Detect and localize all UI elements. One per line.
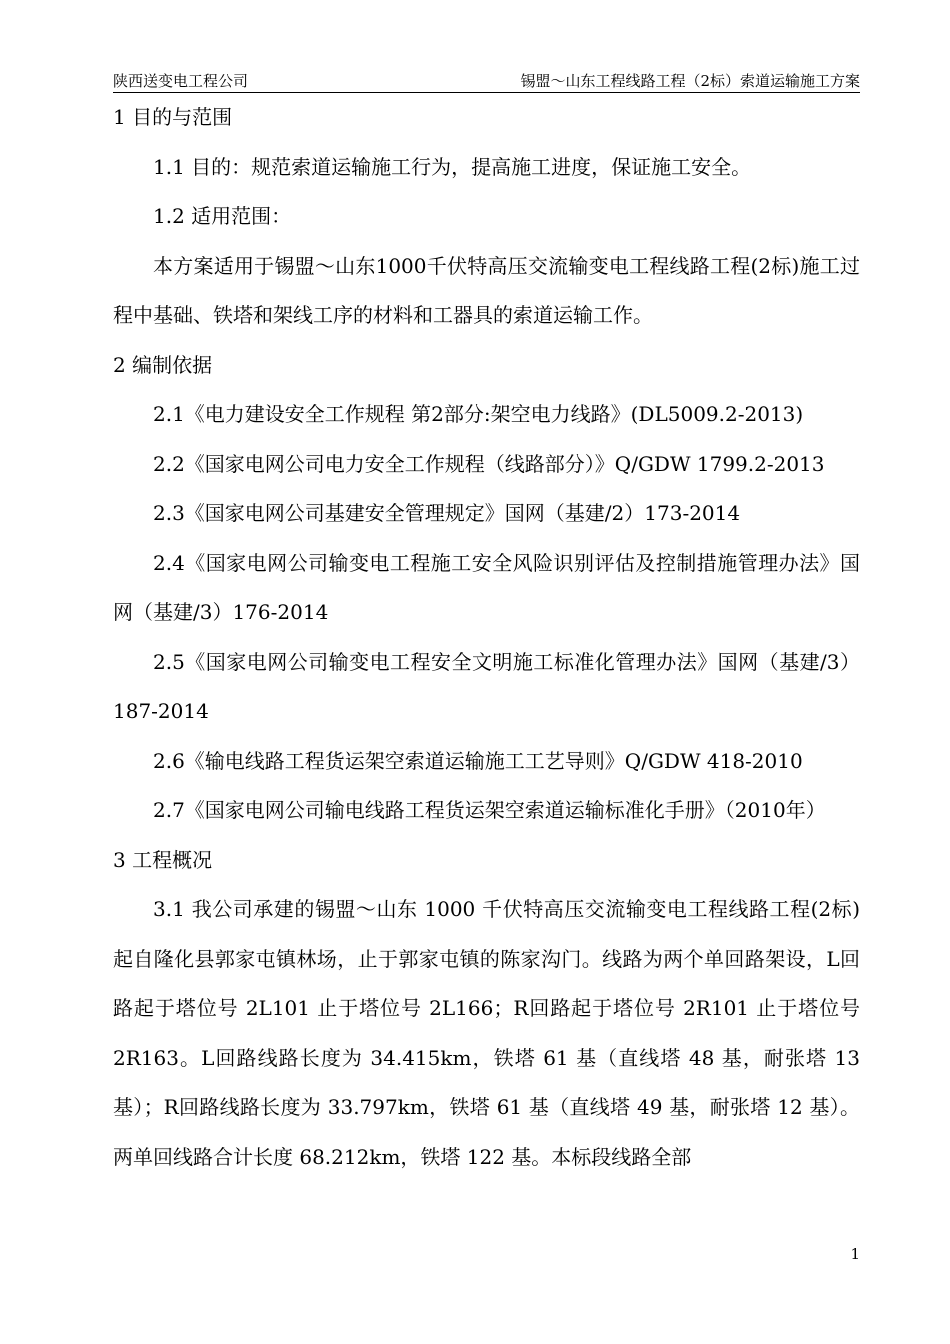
page-number: 1 (850, 1245, 860, 1263)
reference-2-6: 2.6《输电线路工程货运架空索道运输施工工艺导则》Q/GDW 418-2010 (153, 748, 803, 773)
section-1-heading: 1 目的与范围 (113, 105, 233, 129)
document-body (113, 93, 860, 1182)
page-header (113, 70, 860, 93)
paragraph-3-1: 3.1 我公司承建的锡盟～山东 1000 千伏特高压交流输变电工程线路工程(2标)起自隆化县郭家屯镇林场，止于郭家屯镇的陈家沟门。线路为两个单回路架设，L回路起于塔位号 2L101 止于塔位号 2L166；R回路起于塔位号 2R101 止于塔位号 2R163。L回路线路长度为 34.415km，铁塔 61 基（直线塔 48 基，耐张塔 13 基）；R回路线路长度为 33.797km，铁塔 61 基（直线塔 49 基，耐张塔 12 基）。两单回线路合计长度 68.212km，铁塔 122 基。本标段线路全部 (113, 897, 860, 1169)
reference-2-4: 2.4《国家电网公司输变电工程施工安全风险识别评估及控制措施管理办法》国网（基建/3）176-2014 (113, 550, 860, 624)
reference-2-7: 2.7《国家电网公司输电线路工程货运架空索道运输标准化手册》（2010年） (153, 798, 826, 822)
header-document-title: 锡盟～山东工程线路工程（2标）索道运输施工方案 (520, 72, 860, 90)
reference-2-3: 2.3《国家电网公司基建安全管理规定》国网（基建/2）173-2014 (153, 501, 741, 525)
header-company: 陕西送变电工程公司 (113, 72, 249, 90)
reference-2-1: 2.1《电力建设安全工作规程 第2部分:架空电力线路》(DL5009.2-2013) (153, 402, 804, 426)
section-3-heading: 3 工程概况 (113, 847, 213, 872)
section-2-heading: 2 编制依据 (113, 352, 213, 377)
paragraph-1-2-text: 本方案适用于锡盟～山东1000千伏特高压交流输变电工程线路工程(2标)施工过程中基础、铁塔和架线工序的材料和工器具的索道运输工作。 (113, 253, 860, 327)
paragraph-1-2: 1.2 适用范围： (153, 204, 292, 228)
paragraph-1-1: 1.1 目的：规范索道运输施工行为，提高施工进度，保证施工安全。 (153, 154, 752, 179)
reference-2-2: 2.2《国家电网公司电力安全工作规程（线路部分）》Q/GDW 1799.2-2013 (153, 451, 825, 476)
reference-2-5: 2.5《国家电网公司输变电工程安全文明施工标准化管理办法》国网（基建/3）187-2014 (113, 649, 860, 723)
